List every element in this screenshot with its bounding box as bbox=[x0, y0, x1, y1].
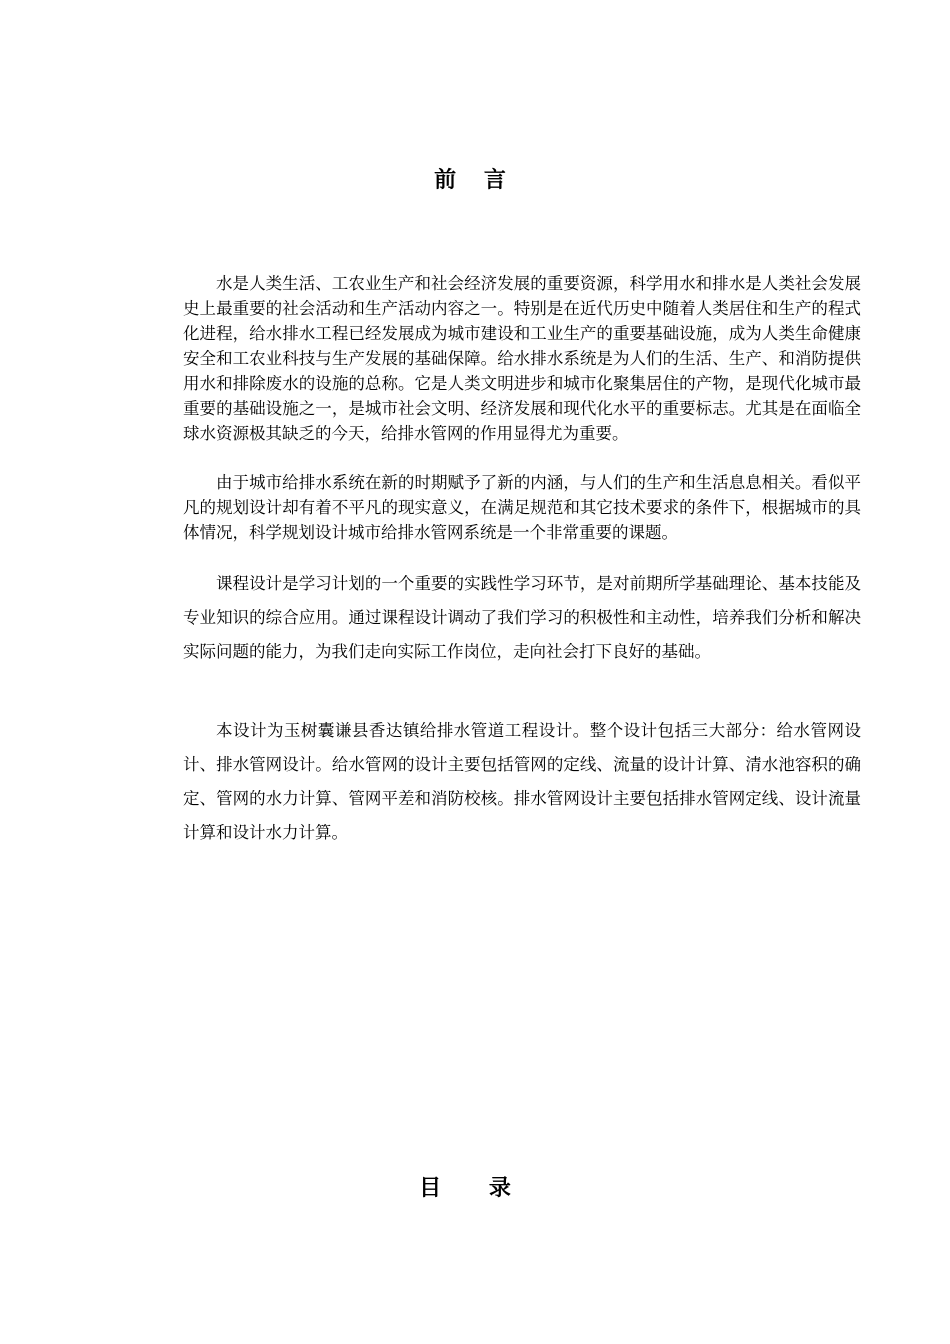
paragraph-4: 本设计为玉树囊谦县香达镇给排水管道工程设计。整个设计包括三大部分：给水管网设计、排水管网设计。给水管网的设计主要包括管网的定线、流量的设计计算、清水池容积的确定、管网的水力计算、管网平差和消防校核。排水管网设计主要包括排水管网定线、设计流量计算和设计水力计算。 bbox=[183, 721, 861, 842]
paragraph-2: 由于城市给排水系统在新的时期赋予了新的内涵，与人们的生产和生活息息相关。看似平凡的规划设计却有着不平凡的现实意义，在满足规范和其它技术要求的条件下，根据城市的具体情况，科学规划设计城市给排水管网系统是一个非常重要的课题。 bbox=[183, 473, 861, 542]
paragraph-3: 课程设计是学习计划的一个重要的实践性学习环节，是对前期所学基础理论、基本技能及专业知识的综合应用。通过课程设计调动了我们学习的积极性和主动性，培养我们分析和解决实际问题的能力，为我们走向实际工作岗位，走向社会打下良好的基础。 bbox=[183, 574, 861, 661]
paragraph-1: 水是人类生活、工农业生产和社会经济发展的重要资源，科学用水和排水是人类社会发展史上最重要的社会活动和生产活动内容之一。特别是在近代历史中随着人类居住和生产的程式化进程，给水排水工程已经发展成为城市建设和工业生产的重要基础设施，成为人类生命健康安全和工农业科技与生产发展的基础保障。给水排水系统是为人们的生活、生产、和消防提供用水和排除废水的设施的总称。它是人类文明进步和城市化聚集居住的产物，是现代化城市最重要的基础设施之一，是城市社会文明、经济发展和现代化水平的重要标志。尤其是在面临全球水资源极其缺乏的今天，给排水管网的作用显得尤为重要。 bbox=[183, 274, 861, 443]
preface-title: 前 言 bbox=[434, 167, 516, 193]
toc-title: 目 录 bbox=[419, 1175, 531, 1201]
